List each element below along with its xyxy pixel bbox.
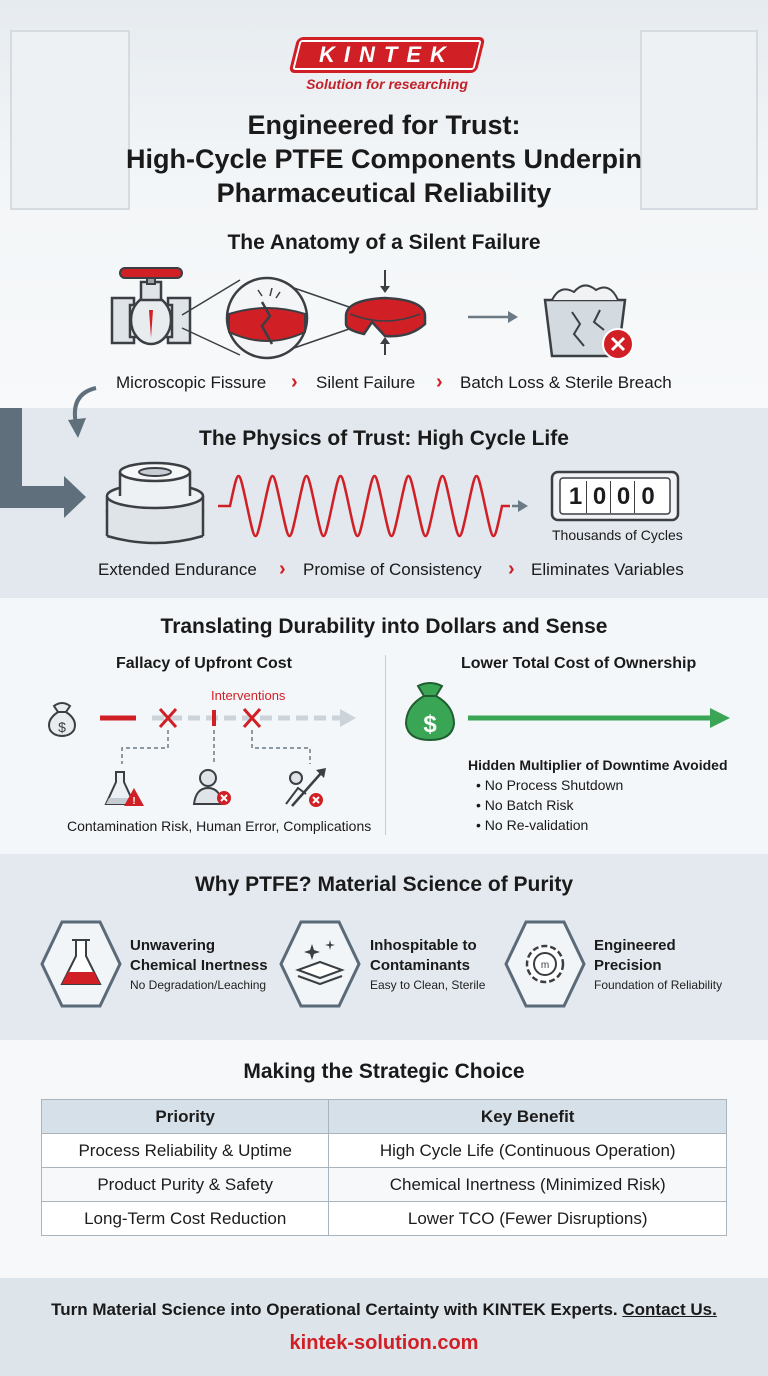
- cta-text: [0, 1300, 768, 1320]
- flow-arrow-icon: [0, 378, 110, 528]
- green-money-bag-icon: [406, 683, 454, 740]
- why-item-sub: Easy to Clean, Sterile: [370, 978, 486, 992]
- table-row: [42, 1202, 727, 1236]
- chevron-right-icon: ›: [291, 371, 298, 393]
- table-row: [42, 1168, 727, 1202]
- choice-title: Making the Strategic Choice: [243, 1060, 525, 1083]
- anatomy-step-2: Silent Failure: [316, 373, 416, 392]
- fallacy-illustration: [40, 690, 380, 810]
- why-item-title-line: Contaminants: [370, 957, 471, 974]
- tco-illustration: [398, 678, 738, 748]
- page-title-line2: High-Cycle PTFE Components Underpin: [125, 144, 643, 174]
- why-item-title: [370, 936, 477, 976]
- table-cell: Product Purity & Safety: [42, 1168, 329, 1202]
- contaminated-flask-icon: [106, 772, 144, 807]
- cycle-counter: [563, 480, 669, 514]
- sparkle-layers-icon: [281, 922, 359, 1006]
- footer: [0, 1278, 768, 1376]
- table-cell: Chemical Inertness (Minimized Risk): [329, 1168, 727, 1202]
- complications-icon: [286, 768, 326, 807]
- table-cell: Process Reliability & Uptime: [42, 1134, 329, 1168]
- bullet-item: • No Batch Risk: [476, 797, 574, 813]
- table-cell: High Cycle Life (Continuous Operation): [329, 1134, 727, 1168]
- fallacy-title: Fallacy of Upfront Cost: [116, 655, 293, 672]
- interventions-label: Interventions: [211, 688, 286, 703]
- bullet-text: No Process Shutdown: [484, 777, 624, 793]
- table-header-cell: Key Benefit: [329, 1100, 727, 1134]
- bullet-text: No Batch Risk: [484, 797, 574, 813]
- physics-step-1: Extended Endurance: [98, 560, 257, 579]
- counter-digit: 1: [565, 481, 587, 513]
- contact-us-link[interactable]: Contact Us.: [622, 1300, 717, 1319]
- chevron-right-icon: ›: [279, 558, 286, 580]
- anatomy-step-1: Microscopic Fissure: [116, 373, 267, 392]
- table-cell: Long-Term Cost Reduction: [42, 1202, 329, 1236]
- broken-seal-icon: [346, 270, 425, 355]
- bullet-text: No Re-validation: [484, 817, 589, 833]
- tagline: Solution for researching: [306, 76, 468, 92]
- physics-title: The Physics of Trust: High Cycle Life: [199, 427, 569, 450]
- why-item-title: [130, 936, 268, 976]
- valve-icon: [112, 268, 190, 344]
- page-title-line1: Engineered for Trust:: [247, 110, 521, 140]
- choice-table: [41, 1099, 727, 1236]
- why-item-title-line: Unwavering: [130, 937, 216, 954]
- broken-batch-container-icon: [545, 285, 633, 359]
- svg-text:m: m: [540, 960, 550, 971]
- money-bag-icon: [49, 703, 75, 736]
- counter-digit: 0: [589, 481, 611, 513]
- ptfe-bushing-icon: [107, 463, 203, 543]
- why-title: Why PTFE? Material Science of Purity: [194, 873, 574, 896]
- bullet-item: • No Process Shutdown: [476, 777, 624, 793]
- page-title-line3: Pharmaceutical Reliability: [216, 178, 552, 208]
- website-link[interactable]: kintek-solution.com: [289, 1332, 479, 1354]
- table-row: [42, 1134, 727, 1168]
- table-header-cell: Priority: [42, 1100, 329, 1134]
- gear-icon: [506, 922, 584, 1006]
- cycle-wave: [218, 476, 510, 536]
- table-header-row: [42, 1100, 727, 1134]
- svg-text:$: $: [58, 719, 66, 735]
- flask-icon: [42, 922, 120, 1006]
- why-item-title: [594, 936, 676, 976]
- fallacy-caption: Contamination Risk, Human Error, Complications: [67, 818, 372, 834]
- physics-step-3: Eliminates Variables: [531, 560, 684, 579]
- anatomy-illustration: [0, 260, 768, 370]
- divider: [385, 655, 386, 835]
- bullet-item: • No Re-validation: [476, 817, 589, 833]
- chevron-right-icon: ›: [508, 558, 515, 580]
- cta-message: Turn Material Science into Operational Certainty with KINTEK Experts.: [51, 1300, 618, 1319]
- magnified-fissure-icon: [227, 278, 307, 358]
- why-item-title-line: Precision: [594, 957, 662, 974]
- counter-caption: Thousands of Cycles: [552, 527, 683, 543]
- anatomy-step-3: Batch Loss & Sterile Breach: [460, 373, 672, 392]
- chevron-right-icon: ›: [436, 371, 443, 393]
- svg-text:!: !: [132, 796, 136, 807]
- physics-step-2: Promise of Consistency: [303, 560, 482, 579]
- kintek-logo-text: KINTEK: [319, 42, 455, 67]
- multiplier-title: Hidden Multiplier of Downtime Avoided: [468, 757, 728, 773]
- why-item-title-line: Engineered: [594, 937, 676, 954]
- anatomy-title: The Anatomy of a Silent Failure: [227, 231, 541, 254]
- why-item-sub: Foundation of Reliability: [594, 978, 723, 992]
- why-item-title-line: Chemical Inertness: [130, 957, 268, 974]
- table-cell: Lower TCO (Fewer Disruptions): [329, 1202, 727, 1236]
- tco-title: Lower Total Cost of Ownership: [461, 655, 697, 672]
- why-item-title-line: Inhospitable to: [370, 937, 477, 954]
- svg-text:$: $: [423, 711, 437, 738]
- why-item-sub: No Degradation/Leaching: [130, 978, 267, 992]
- counter-digit: 0: [641, 483, 655, 510]
- counter-digit: 0: [613, 481, 635, 513]
- dollars-title: Translating Durability into Dollars and Sense: [160, 615, 608, 638]
- human-error-icon: [194, 770, 231, 805]
